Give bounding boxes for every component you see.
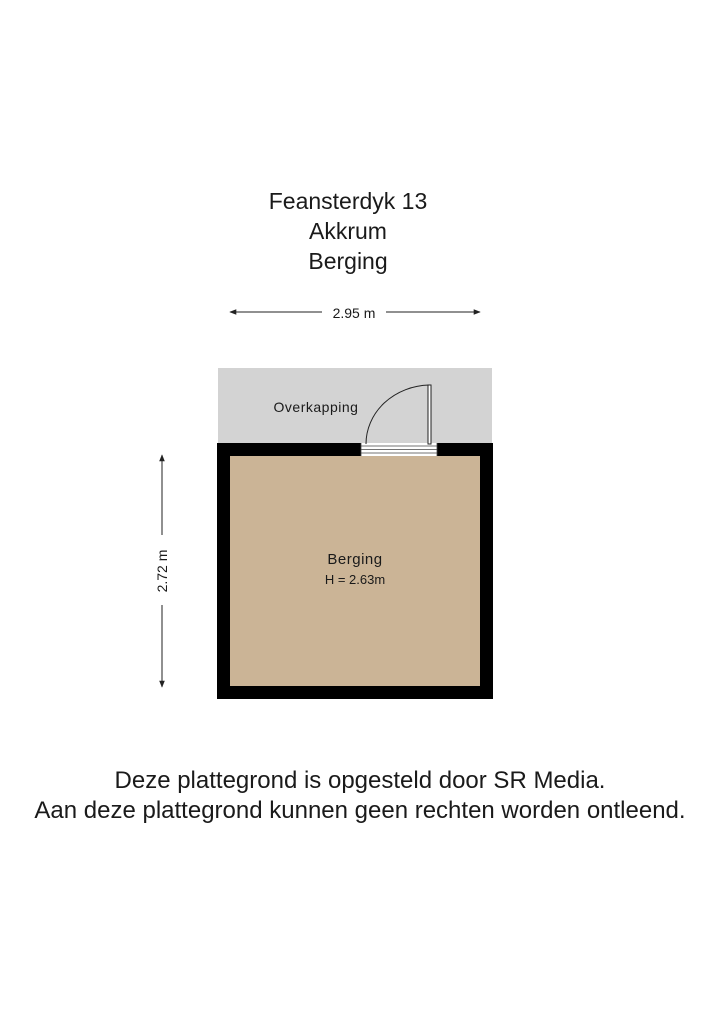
floor-title: Berging <box>308 248 388 274</box>
address-title: Feansterdyk 13 <box>268 188 428 214</box>
door-leaf <box>428 385 431 444</box>
height-dimension <box>154 455 170 687</box>
disclaimer-line-1: Deze plattegrond is opgesteld door SR Media. <box>114 767 606 794</box>
width-dimension-label: 2.95 m <box>332 305 376 321</box>
height-dimension-label: 2.72 m <box>154 549 170 593</box>
room-label: Berging <box>327 551 383 568</box>
disclaimer-line-2: Aan deze plattegrond kunnen geen rechten worden ontleend. <box>34 797 686 824</box>
room-height-label: H = 2.63m <box>324 572 386 587</box>
overkapping-label: Overkapping <box>273 399 359 415</box>
width-dimension <box>230 305 480 321</box>
berging-room <box>230 456 480 686</box>
city-title: Akkrum <box>309 218 387 244</box>
